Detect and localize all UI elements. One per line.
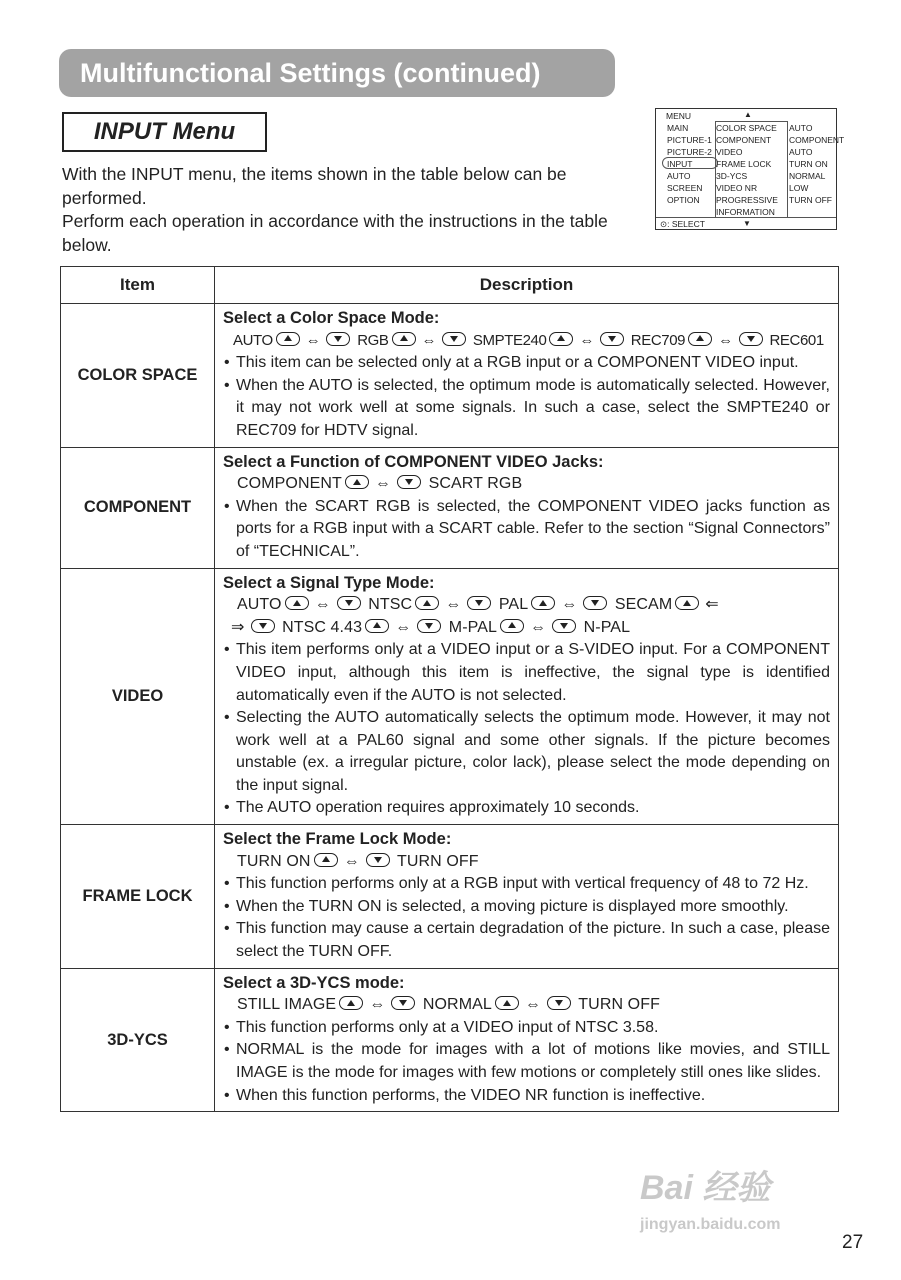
bullet: • When the SCART RGB is selected, the COMPONENT VIDEO jacks function as ports for a RGB input with a SCART cable. Refer to the section “Signal Connectors” of “TECHNICAL”. [223,496,830,564]
osd-value: TURN ON [789,159,828,169]
row-description [215,825,839,969]
osd-sub-item: PROGRESSIVE [716,195,778,205]
bullet: • NORMAL is the mode for images with a lot of motions like movies, and STILL IMAGE is the mode for images with few motions or completely still ones like slides. [223,1039,830,1084]
row-item-component: COMPONENT [61,447,215,568]
menu-title: INPUT Menu [62,112,267,152]
option: AUTO [237,596,282,614]
down-button-icon [600,332,624,346]
bullet: • This function may cause a certain degradation of the picture. In such a case, please select the TURN OFF. [223,918,830,963]
osd-menu-item: AUTO [667,171,691,181]
osd-down-arrow-icon: ▼ [743,219,751,228]
double-arrow-icon: ⇔ [421,331,437,349]
up-button-icon [688,332,712,346]
option: N-PAL [583,618,631,636]
input-menu-table [60,266,839,1112]
option: REC709 [630,331,686,349]
osd-footer [656,217,836,231]
bullet: • This item performs only at a VIDEO input or a S-VIDEO input. For a COMPONENT VIDEO input, although this item is ineffective, the signal type is identified automatically even if the AUTO is not selected. [223,639,830,707]
osd-sub-item: COMPONENT [716,135,772,145]
option: SECAM [614,596,673,614]
osd-value: AUTO [789,123,813,133]
down-button-icon [739,332,763,346]
bullet-list [223,873,830,963]
option-sequence-continued [223,617,830,640]
double-arrow-icon: ⇔ [445,596,462,614]
option: COMPONENT [237,475,342,493]
row-description [215,447,839,568]
down-button-icon [366,853,390,867]
osd-up-arrow-icon: ▲ [744,110,752,119]
double-arrow-icon: ⇔ [374,475,392,493]
osd-menu-item: SCREEN [667,183,703,193]
double-arrow-icon: ⇔ [369,996,386,1014]
double-arrow-icon: ⇔ [305,331,321,349]
option: TURN OFF [396,852,479,870]
osd-value: AUTO [789,147,813,157]
up-button-icon [314,853,338,867]
row-heading: Select a Signal Type Mode: [223,573,435,592]
bullet-list [223,496,830,564]
up-button-icon [276,332,300,346]
osd-sub-item: VIDEO [716,147,743,157]
option-sequence [223,473,830,496]
double-arrow-icon: ⇔ [529,618,547,636]
osd-sub-item: 3D-YCS [716,171,748,181]
option: SCART RGB [428,475,523,493]
osd-sub-item: INFORMATION [716,207,775,217]
row-item-frame-lock: FRAME LOCK [61,825,215,969]
option: NORMAL [422,996,492,1014]
option: RGB [357,331,389,349]
double-arrow-icon: ⇔ [395,618,412,636]
osd-sub-item: VIDEO NR [716,183,758,193]
bullet: • This function performs only at a RGB input with vertical frequency of 48 to 72 Hz. [223,873,830,896]
up-button-icon [549,332,573,346]
up-button-icon [285,596,309,610]
double-arrow-icon: ⇔ [343,852,360,870]
option-sequence [223,994,830,1017]
bullet: • The AUTO operation requires approximately 10 seconds. [223,797,830,820]
down-button-icon [417,619,441,633]
option: NTSC [368,596,413,614]
down-button-icon [552,619,576,633]
option: M-PAL [448,618,497,636]
double-arrow-icon: ⇔ [314,596,331,614]
down-button-icon [391,996,415,1010]
up-button-icon [345,475,369,489]
row-item-color-space: COLOR SPACE [61,304,215,448]
watermark [640,1160,781,1233]
row-heading: Select the Frame Lock Mode: [223,830,452,849]
column-header-item: Item [61,267,215,304]
osd-menu-item: OPTION [667,195,700,205]
osd-menu-item: PICTURE-1 [667,135,712,145]
watermark-url: jingyan.baidu.com [640,1216,781,1233]
option: TURN OFF [578,996,660,1014]
osd-value: TURN OFF [789,195,832,205]
option: SMPTE240 [472,331,547,349]
osd-footer-label: : SELECT [667,219,705,229]
row-description [215,968,839,1112]
osd-title: MENU [666,111,692,121]
osd-menu-item: PICTURE-2 [667,147,712,157]
row-heading: Select a Color Space Mode: [223,309,440,327]
osd-sub-item: COLOR SPACE [716,123,777,133]
down-button-icon [583,596,607,610]
option: NTSC 4.43 [282,618,363,636]
table-row [61,304,839,448]
osd-value-list [789,122,844,206]
bullet: • Selecting the AUTO automatically selects the optimum mode. However, it may not work well at a PAL60 signal and some other signals. If the picture becomes unstable (ex. a irregular picture, color lack), please select the mode depending on the input signal. [223,707,830,797]
intro-text [62,163,632,257]
option-sequence [223,330,830,353]
up-button-icon [365,619,389,633]
option: TURN ON [237,852,311,870]
table-row [61,568,839,825]
osd-value: LOW [789,183,809,193]
up-button-icon [495,996,519,1010]
osd-select-icon: ⊙: SELECT [660,219,705,229]
table-row [61,968,839,1112]
down-button-icon [467,596,491,610]
column-header-description: Description [215,267,839,304]
osd-value: COMPONENT [789,135,845,145]
down-button-icon [326,332,350,346]
down-button-icon [337,596,361,610]
left-arrow-icon: ⇐ [705,596,719,614]
down-button-icon [442,332,466,346]
watermark-logo: Bai 经验 [640,1169,771,1207]
intro-line-1: With the INPUT menu, the items shown in the table below can be performed. [62,164,567,208]
option: REC601 [769,331,824,349]
osd-menu-item: INPUT [667,159,693,169]
option: STILL IMAGE [237,996,337,1014]
row-item-3d-ycs: 3D-YCS [61,968,215,1112]
osd-value: NORMAL [789,171,826,181]
up-button-icon [531,596,555,610]
down-button-icon [251,619,275,633]
option: PAL [498,596,529,614]
bullet: • This item can be selected only at a RGB input or a COMPONENT VIDEO input. [223,352,830,375]
row-heading: Select a Function of COMPONENT VIDEO Jacks: [223,452,604,471]
right-arrow-icon: ⇒ [231,618,245,636]
table-row [61,447,839,568]
up-button-icon [339,996,363,1010]
up-button-icon [392,332,416,346]
page-number: 27 [842,1232,864,1253]
osd-menu-list [667,122,712,206]
row-heading: Select a 3D-YCS mode: [223,973,405,992]
option-sequence [223,594,830,617]
osd-sub-item: FRAME LOCK [716,159,772,169]
row-description [215,568,839,825]
bullet: • This function performs only at a VIDEO input of NTSC 3.58. [223,1017,830,1040]
row-description [215,304,839,448]
double-arrow-icon: ⇔ [561,596,578,614]
down-button-icon [397,475,421,489]
up-button-icon [675,596,699,610]
double-arrow-icon: ⇔ [579,331,594,349]
section-banner: Multifunctional Settings (continued) [59,49,615,97]
intro-line-2: Perform each operation in accordance with the instructions in the table below. [62,211,608,255]
bullet: • When this function performs, the VIDEO NR function is ineffective. [223,1085,830,1108]
bullet-list [223,352,830,442]
row-item-video: VIDEO [61,568,215,825]
double-arrow-icon: ⇔ [524,996,542,1014]
up-button-icon [415,596,439,610]
bullet-list [223,639,830,820]
table-row [61,825,839,969]
up-button-icon [500,619,524,633]
bullet: • When the TURN ON is selected, a moving picture is displayed more smoothly. [223,896,830,919]
osd-menu-item: MAIN [667,123,689,133]
down-button-icon [547,996,571,1010]
double-arrow-icon: ⇔ [718,331,733,349]
osd-menu-illustration [655,108,845,230]
bullet-list [223,1017,830,1107]
table-header-row [61,267,839,304]
bullet: • When the AUTO is selected, the optimum mode is automatically selected. However, it may not work well at some signals. In such a case, select the SMPTE240 or REC709 for HDTV signal. [223,375,830,443]
option-sequence [223,851,830,874]
osd-submenu-list [716,122,778,218]
option: AUTO [233,331,273,349]
